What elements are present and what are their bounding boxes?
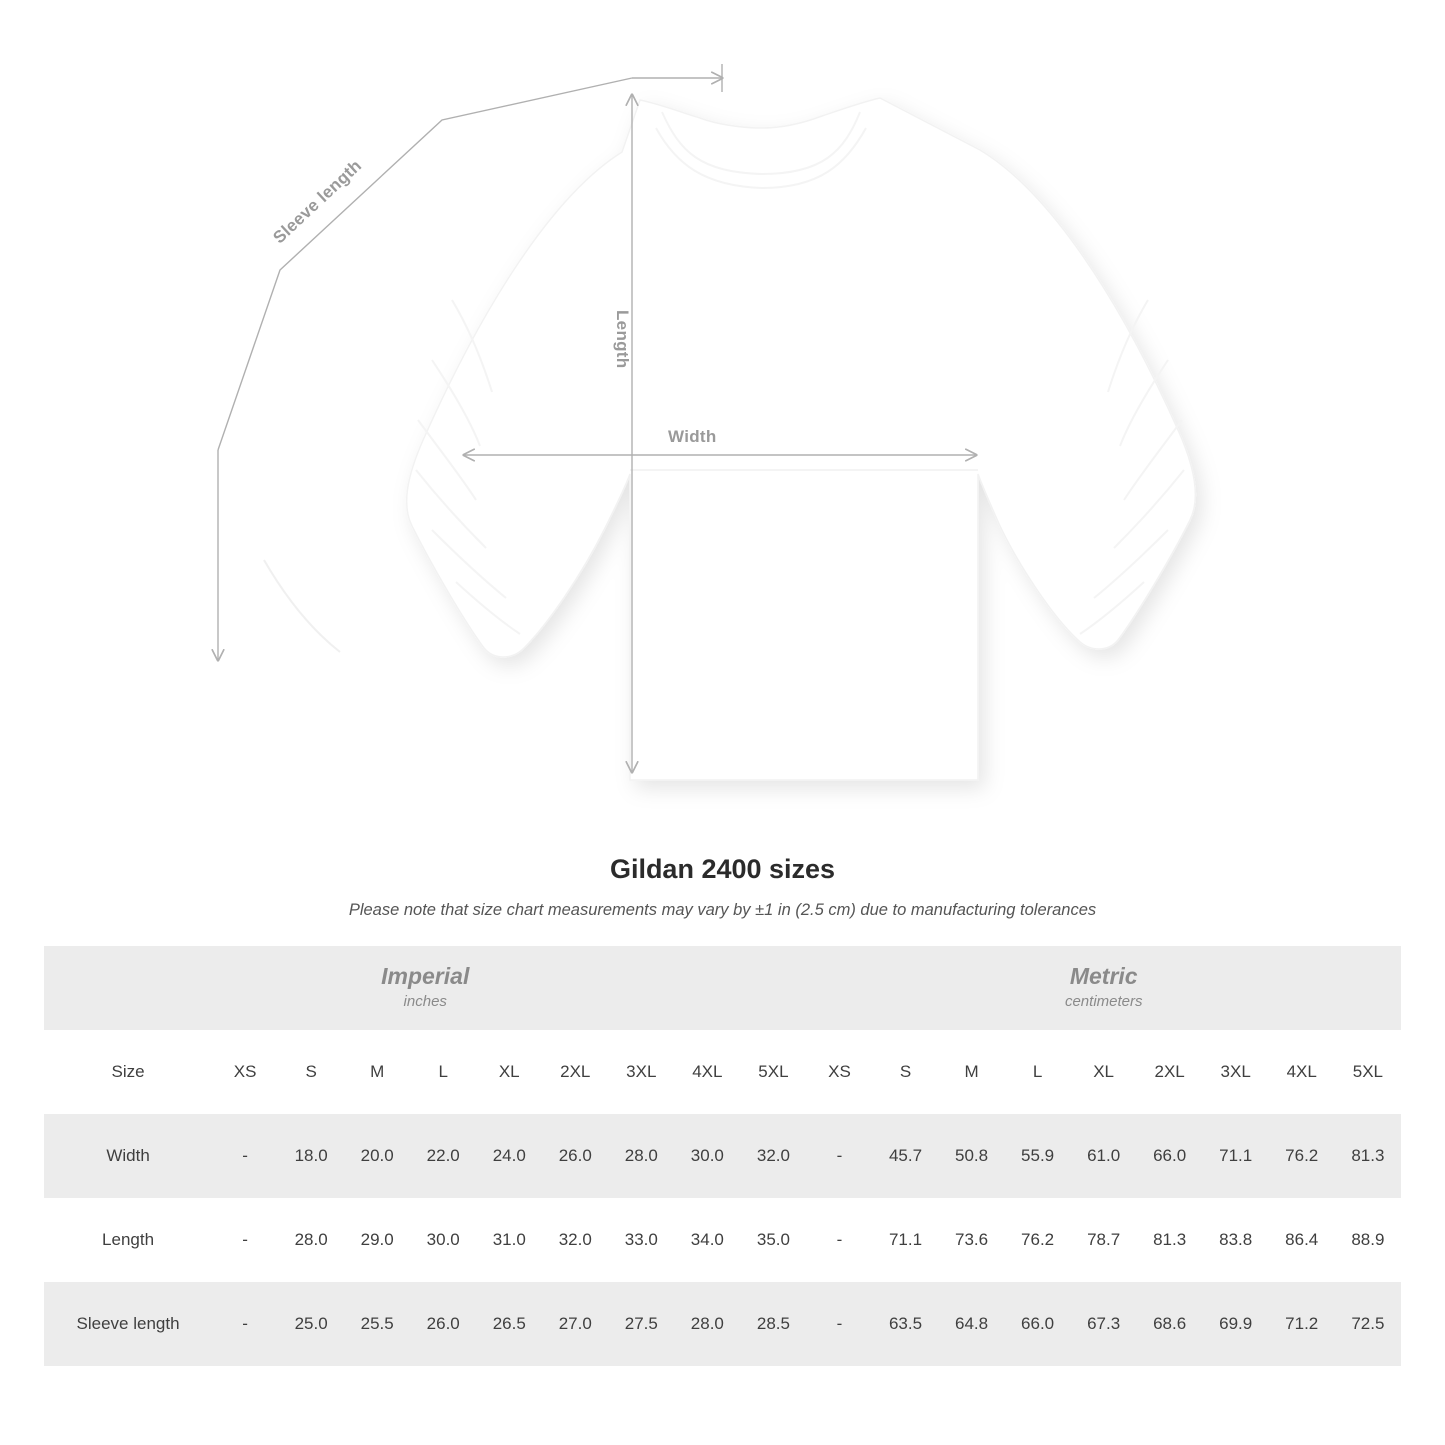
cell-sleeve-7: 28.0 — [674, 1282, 740, 1366]
cell-sleeve-10: 63.5 — [873, 1282, 939, 1366]
cell-sleeve-17: 72.5 — [1335, 1282, 1401, 1366]
cell-length-16: 86.4 — [1269, 1198, 1335, 1282]
unit-group-metric-sub: centimeters — [1064, 993, 1143, 1011]
unit-group-imperial — [44, 946, 806, 1030]
cell-width-11: 50.8 — [939, 1114, 1005, 1198]
size-col-xl-metric: XL — [1071, 1030, 1137, 1114]
cell-width-15: 71.1 — [1203, 1114, 1269, 1198]
size-col-4xl-metric: 4XL — [1269, 1030, 1335, 1114]
cell-width-14: 66.0 — [1137, 1114, 1203, 1198]
size-col-m-imperial: M — [344, 1030, 410, 1114]
unit-group-imperial-name: Imperial — [381, 963, 470, 990]
title-block — [0, 854, 1445, 920]
cell-width-12: 55.9 — [1005, 1114, 1071, 1198]
cell-length-3: 30.0 — [410, 1198, 476, 1282]
cell-sleeve-8: 28.5 — [740, 1282, 806, 1366]
cell-length-12: 76.2 — [1005, 1198, 1071, 1282]
width-label: Width — [668, 427, 717, 446]
size-col-xs-imperial: XS — [212, 1030, 278, 1114]
cell-length-1: 28.0 — [278, 1198, 344, 1282]
cell-sleeve-9: - — [806, 1282, 872, 1366]
table-row-width — [44, 1114, 1401, 1198]
cell-sleeve-0: - — [212, 1282, 278, 1366]
size-col-s-imperial: S — [278, 1030, 344, 1114]
size-header-label: Size — [44, 1030, 212, 1114]
cell-sleeve-1: 25.0 — [278, 1282, 344, 1366]
cell-sleeve-6: 27.5 — [608, 1282, 674, 1366]
table-row-sleeve-length — [44, 1282, 1401, 1366]
size-col-4xl-imperial: 4XL — [674, 1030, 740, 1114]
tolerance-note: Please note that size chart measurements may vary by ±1 in (2.5 cm) due to manufacturing tolerances — [348, 901, 1097, 919]
cell-width-5: 26.0 — [542, 1114, 608, 1198]
cell-length-6: 33.0 — [608, 1198, 674, 1282]
cell-length-5: 32.0 — [542, 1198, 608, 1282]
shirt-shape — [407, 98, 1196, 780]
cell-length-4: 31.0 — [476, 1198, 542, 1282]
cell-width-16: 76.2 — [1269, 1114, 1335, 1198]
length-label: Length — [613, 310, 632, 369]
row-label-length: Length — [44, 1198, 212, 1282]
size-col-l-metric: L — [1005, 1030, 1071, 1114]
cell-width-7: 30.0 — [674, 1114, 740, 1198]
cell-width-2: 20.0 — [344, 1114, 410, 1198]
size-col-xs-metric: XS — [806, 1030, 872, 1114]
size-col-3xl-imperial: 3XL — [608, 1030, 674, 1114]
table-row-length — [44, 1198, 1401, 1282]
size-col-5xl-metric: 5XL — [1335, 1030, 1401, 1114]
cell-length-0: - — [212, 1198, 278, 1282]
cell-length-11: 73.6 — [939, 1198, 1005, 1282]
size-col-2xl-imperial: 2XL — [542, 1030, 608, 1114]
cell-width-8: 32.0 — [740, 1114, 806, 1198]
size-col-2xl-metric: 2XL — [1137, 1030, 1203, 1114]
cell-width-17: 81.3 — [1335, 1114, 1401, 1198]
chart-title: Gildan 2400 sizes — [609, 854, 836, 884]
cell-sleeve-5: 27.0 — [542, 1282, 608, 1366]
cell-width-13: 61.0 — [1071, 1114, 1137, 1198]
cell-sleeve-15: 69.9 — [1203, 1282, 1269, 1366]
size-header-row — [44, 1030, 1401, 1114]
cell-sleeve-2: 25.5 — [344, 1282, 410, 1366]
cell-width-10: 45.7 — [873, 1114, 939, 1198]
cell-length-13: 78.7 — [1071, 1198, 1137, 1282]
size-col-s-metric: S — [873, 1030, 939, 1114]
cell-sleeve-11: 64.8 — [939, 1282, 1005, 1366]
size-table — [44, 946, 1401, 1366]
cell-width-6: 28.0 — [608, 1114, 674, 1198]
cell-length-15: 83.8 — [1203, 1198, 1269, 1282]
cell-width-1: 18.0 — [278, 1114, 344, 1198]
unit-group-metric-name: Metric — [1069, 963, 1138, 990]
cell-length-2: 29.0 — [344, 1198, 410, 1282]
cell-sleeve-13: 67.3 — [1071, 1282, 1137, 1366]
cell-width-9: - — [806, 1114, 872, 1198]
cell-length-10: 71.1 — [873, 1198, 939, 1282]
row-label-sleeve-length: Sleeve length — [44, 1282, 212, 1366]
unit-group-imperial-sub: inches — [403, 993, 447, 1011]
size-col-5xl-imperial: 5XL — [740, 1030, 806, 1114]
size-col-xl-imperial: XL — [476, 1030, 542, 1114]
size-col-3xl-metric: 3XL — [1203, 1030, 1269, 1114]
cell-sleeve-14: 68.6 — [1137, 1282, 1203, 1366]
size-table-wrap — [44, 946, 1401, 1366]
row-label-width: Width — [44, 1114, 212, 1198]
cell-sleeve-16: 71.2 — [1269, 1282, 1335, 1366]
cell-width-3: 22.0 — [410, 1114, 476, 1198]
cell-sleeve-4: 26.5 — [476, 1282, 542, 1366]
cell-width-4: 24.0 — [476, 1114, 542, 1198]
cell-sleeve-3: 26.0 — [410, 1282, 476, 1366]
unit-header-row — [44, 946, 1401, 1030]
cell-length-8: 35.0 — [740, 1198, 806, 1282]
cell-width-0: - — [212, 1114, 278, 1198]
cell-length-7: 34.0 — [674, 1198, 740, 1282]
unit-group-metric — [806, 946, 1401, 1030]
cell-length-17: 88.9 — [1335, 1198, 1401, 1282]
size-col-m-metric: M — [939, 1030, 1005, 1114]
cell-length-9: - — [806, 1198, 872, 1282]
cell-sleeve-12: 66.0 — [1005, 1282, 1071, 1366]
sleeve-length-label: Sleeve length — [269, 155, 366, 248]
size-col-l-imperial: L — [410, 1030, 476, 1114]
cell-length-14: 81.3 — [1137, 1198, 1203, 1282]
